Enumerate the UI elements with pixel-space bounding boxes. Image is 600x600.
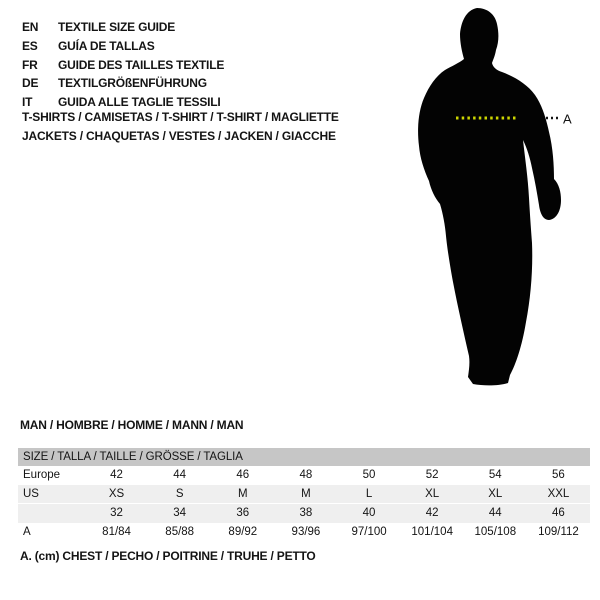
man-silhouette [390, 0, 600, 400]
category-list [22, 108, 339, 145]
table-cell: 81/84 [102, 526, 131, 538]
table-cell: 32 [110, 507, 123, 519]
table-cell: L [365, 488, 373, 500]
language-row [22, 74, 224, 93]
table-cell: M [238, 488, 248, 500]
table-cell: 34 [173, 507, 187, 519]
table-cell: 97/100 [351, 526, 387, 538]
table-cell: 85/88 [165, 526, 195, 538]
table-cell: 44 [488, 507, 502, 519]
table-cell: 101/104 [411, 526, 453, 538]
language-label: TEXTILE SIZE GUIDE [58, 20, 176, 34]
language-code: DE [22, 76, 39, 91]
language-row [22, 37, 224, 56]
table-cell: 42 [110, 469, 123, 481]
row-label: Europe [23, 469, 61, 481]
table-cell: 46 [236, 469, 250, 481]
table-cell: 48 [299, 469, 313, 481]
language-row [22, 56, 224, 75]
size-table [18, 448, 590, 542]
silhouette-shape [418, 8, 561, 385]
language-label: GUIDE DES TAILLES TEXTILE [58, 57, 225, 72]
size-table-header: SIZE / TALLA / TAILLE / GRÖSSE / TAGLIA [18, 448, 590, 466]
table-row-europe [18, 466, 590, 485]
table-cell: 46 [552, 507, 565, 519]
table-row-chest-cm [18, 523, 590, 542]
table-cell: XL [425, 488, 440, 500]
table-cell: 52 [425, 469, 439, 481]
measure-label-a: A [563, 111, 572, 127]
language-code: FR [22, 57, 38, 72]
table-cell: 93/96 [291, 526, 321, 538]
table-cell: 109/112 [538, 526, 579, 538]
chest-footnote: A. (cm) CHEST / PECHO / POITRINE / TRUHE / PETTO [20, 549, 316, 563]
row-label: A [23, 526, 31, 538]
table-cell: 36 [236, 507, 250, 519]
table-cell: 50 [362, 469, 376, 481]
language-list [22, 18, 224, 112]
category-line-jackets: JACKETS / CHAQUETAS / VESTES / JACKEN / GIACCHE [22, 128, 336, 143]
row-label: US [23, 488, 39, 500]
language-row [22, 18, 224, 37]
row-label [18, 504, 85, 523]
table-cell: 40 [362, 507, 376, 519]
table-row-us [18, 485, 590, 504]
language-code: ES [22, 38, 38, 53]
table-cell: 54 [488, 469, 502, 481]
table-cell: 89/92 [228, 526, 258, 538]
table-cell: S [175, 488, 184, 500]
table-cell: 44 [173, 469, 187, 481]
table-cell: 56 [552, 469, 565, 481]
table-cell: 105/108 [474, 526, 517, 538]
language-label: TEXTILGRÖßENFÜHRUNG [58, 76, 207, 91]
table-cell: XL [488, 488, 503, 500]
language-label: GUIDA ALLE TAGLIE TESSILI [58, 95, 221, 110]
table-row-numeric [18, 504, 590, 523]
table-cell: 38 [299, 507, 313, 519]
section-title-man: MAN / HOMBRE / HOMME / MANN / MAN [20, 418, 244, 432]
table-cell: XXL [547, 488, 570, 500]
language-label: GUÍA DE TALLAS [58, 38, 155, 53]
table-cell: M [301, 488, 311, 500]
category-line-tshirts: T-SHIRTS / CAMISETAS / T-SHIRT / T-SHIRT / MAGLIETTE [22, 110, 339, 124]
table-cell: XS [108, 488, 125, 500]
language-code: IT [22, 95, 33, 110]
language-code: EN [22, 20, 39, 34]
table-cell: 42 [425, 507, 439, 519]
